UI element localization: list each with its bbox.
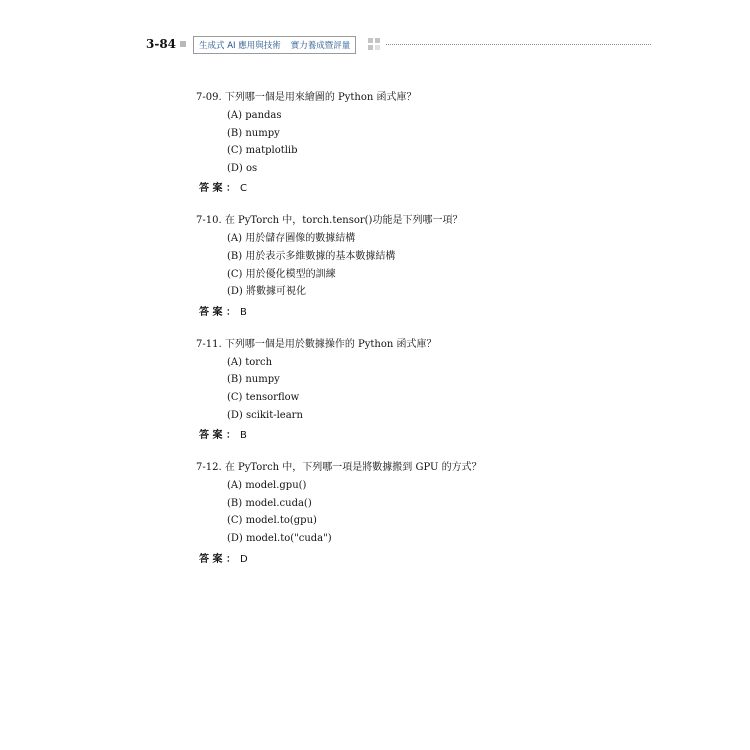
header-dotted-rule xyxy=(386,44,651,45)
option-d: (D) os xyxy=(227,162,258,174)
answer-value: B xyxy=(239,430,247,442)
option-list xyxy=(227,230,616,300)
option-d: (D) model.to("cuda") xyxy=(227,532,332,544)
answer-label: 答 案 ： xyxy=(199,306,236,318)
answer-line xyxy=(199,427,616,445)
answer-label: 答 案 ： xyxy=(199,183,236,195)
answer-label: 答 案 ： xyxy=(199,430,236,442)
header-marker-square xyxy=(180,41,186,47)
option-c: (C) tensorflow xyxy=(227,391,300,403)
question-stem: 7-10. 在 PyTorch 中，torch.tensor()功能是下列哪一項？ xyxy=(196,215,463,227)
question-7-11 xyxy=(196,336,616,445)
checker-decoration-icon xyxy=(368,38,380,50)
question-stem: 7-09. 下列哪一個是用來繪圖的 Python 函式庫？ xyxy=(196,92,417,103)
answer-value: B xyxy=(239,306,247,318)
answer-value: D xyxy=(239,553,248,565)
option-c: (C) 用於優化模型的訓練 xyxy=(227,268,336,280)
question-list xyxy=(196,89,616,583)
book-title: 生成式 AI 應用與技術 xyxy=(199,41,281,51)
page-header xyxy=(146,36,656,54)
option-b: (B) model.cuda() xyxy=(227,497,312,509)
answer-line xyxy=(199,551,616,569)
question-7-12 xyxy=(196,459,616,568)
header-title-box xyxy=(193,36,356,54)
answer-line xyxy=(199,180,616,198)
option-list xyxy=(227,107,616,177)
option-list xyxy=(227,354,616,424)
option-a: (A) torch xyxy=(227,356,273,368)
option-a: (A) pandas xyxy=(227,110,282,121)
option-b: (B) numpy xyxy=(227,127,280,139)
option-d: (D) scikit-learn xyxy=(227,409,303,421)
answer-value: C xyxy=(239,183,247,195)
option-a: (A) model.gpu() xyxy=(227,480,307,492)
option-b: (B) 用於表示多維數據的基本數據結構 xyxy=(227,250,396,262)
question-stem: 7-11. 下列哪一個是用於數據操作的 Python 函式庫？ xyxy=(196,338,437,350)
option-c: (C) model.to(gpu) xyxy=(227,515,317,527)
option-d: (D) 將數據可視化 xyxy=(227,286,306,298)
answer-label: 答 案 ： xyxy=(199,553,236,565)
section-title: 實力養成暨評量 xyxy=(290,41,351,51)
option-a: (A) 用於儲存圖像的數據結構 xyxy=(227,233,356,245)
option-list xyxy=(227,477,616,547)
option-c: (C) matplotlib xyxy=(227,145,298,157)
question-7-09 xyxy=(196,89,616,198)
question-stem: 7-12. 在 PyTorch 中，下列哪一項是將數據搬到 GPU 的方式？ xyxy=(196,462,482,474)
page-number: 3-84 xyxy=(146,37,177,51)
question-7-10 xyxy=(196,212,616,321)
option-b: (B) numpy xyxy=(227,374,280,386)
answer-line xyxy=(199,304,616,322)
